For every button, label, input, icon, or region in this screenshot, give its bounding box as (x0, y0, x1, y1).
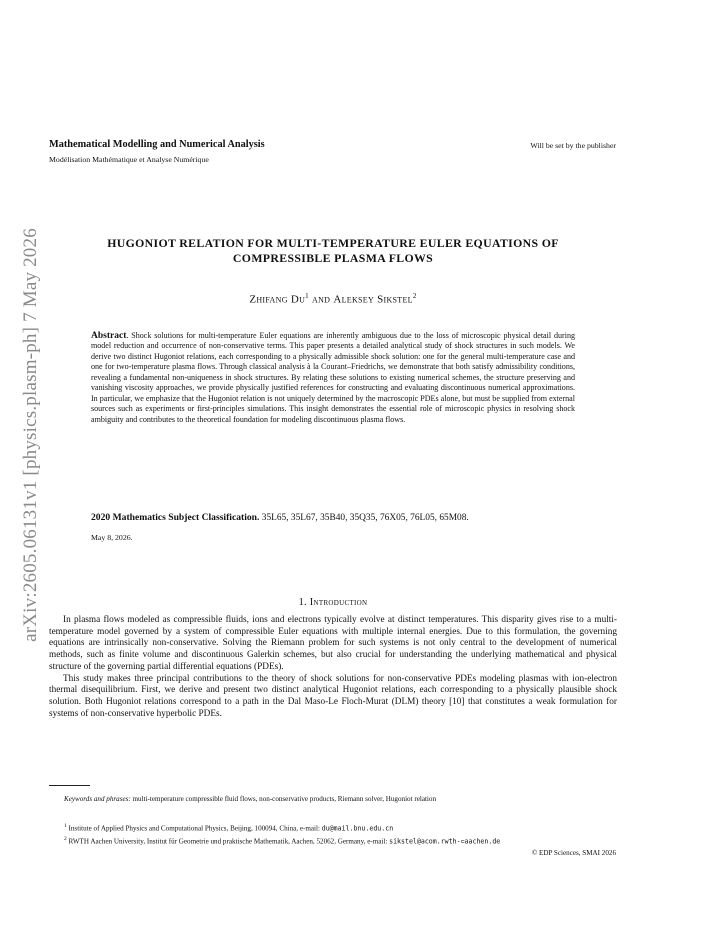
keywords (64, 795, 617, 804)
footnote-affiliation-1 (64, 823, 393, 832)
arxiv-sidebar-stamp (16, 205, 46, 665)
msc-codes: 35L65, 35L67, 35B40, 35Q35, 76X05, 76L05, 65M08. (259, 513, 469, 523)
author-name: Aleksey Sikstel (333, 293, 413, 306)
copyright-notice: © EDP Sciences, SMAI 2026 (531, 849, 616, 857)
footnote-text: Institute of Applied Physics and Computational Physics, Beijing, 100094, China, e-mail: (66, 824, 322, 833)
paper-title-line-2: COMPRESSIBLE PLASMA FLOWS (232, 251, 434, 265)
email-address: sikstel@acom.rwth-⊂aachen.de (389, 837, 501, 846)
section-title: Introduction (309, 597, 368, 608)
email-address: du@mail.bnu.edu.cn (321, 824, 394, 833)
paper-title-line-1: HUGONIOT RELATION FOR MULTI-TEMPERATURE EULER EQUATIONS OF (107, 236, 559, 250)
footnote-mark: 1 (64, 823, 67, 829)
keywords-label: Keywords and phrases: (64, 795, 131, 803)
arxiv-identifier: arXiv:2605.06131v1 [physics.plasm-ph] 7 May 2026 (20, 228, 41, 642)
journal-title: Mathematical Modelling and Numerical Analysis (49, 139, 265, 150)
paragraph: This study makes three principal contributions to the theory of shock solutions for non-conservative PDEs modeling plasmas with ion-electron thermal disequilibrium. First, we derive and present two distinct analytical Hugoniot relations, each corresponding to a physically plausible shock solution. Both Hugoniot relations correspond to a path in the Dal Maso-Le Floch-Murat (DLM) theory [10] that constitutes a weak formulation for systems of non-conservative hyperbolic PDEs. (49, 673, 617, 719)
paper-date: May 8, 2026. (91, 533, 133, 542)
footnote-text: RWTH Aachen University, Institut für Geometrie und praktische Mathematik, Aachen, 52062, Germany, e-mail: (66, 837, 390, 846)
section-heading (49, 597, 617, 608)
body-text (49, 615, 617, 720)
footnote-mark: 2 (64, 836, 67, 842)
paragraph: In plasma flows modeled as compressible fluids, ions and electrons typically evolve at distinct temperatures. This disparity gives rise to a multi-temperature model governed by a system of compressible Euler equations with multiple internal energies. Due to this formulation, the governing equations are intrinsically non-conservative. Solving the Riemann problem for such systems is not only central to the development of numerical methods, such as finite volume and discontinuous Galerkin schemes, but also crucial for understanding the underlying mathematical and physical structure of the governing partial differential equations (PDEs). (49, 615, 617, 672)
section-number: 1. (298, 597, 310, 608)
footnote-affiliation-2 (64, 836, 500, 845)
footnote-divider (49, 785, 90, 786)
abstract (91, 331, 575, 425)
publisher-note: Will be set by the publisher (530, 141, 616, 150)
journal-subtitle: Modélisation Mathématique et Analyse Numérique (49, 155, 209, 164)
msc-classification (91, 512, 621, 523)
author-affiliation-mark: 2 (412, 292, 417, 300)
msc-label: 2020 Mathematics Subject Classification. (91, 512, 260, 523)
author-affiliation-mark: 1 (305, 292, 309, 300)
author-name: Zhifang Du (249, 293, 306, 306)
abstract-text: . Shock solutions for multi-temperature Euler equations are inherently ambiguous due to the loss of microscopic physical detail during model reduction and occurrence of non-conservative terms. This paper presents a detailed analytical study of shock structures in such models. We derive two distinct Hugoniot relations, each corresponding to a physically admissible shock solution: one for the general multi-temperature case and one for two-temperature plasma flows. Through classical analysis à la Courant–Friedrichs, we demonstrate that both satisfy admissibility conditions, revealing a fundamental non-uniqueness in shock structures. By relating these solutions to existing numerical schemes, the structure preserving and vanishing viscosity approaches, we provide physically justified references for constructing and evaluating discontinuous numerical approximations. In particular, we emphasize that the Hugoniot relation is not uniquely determined by the macroscopic PDEs alone, but must be supplied from external sources such as experiments or first-principles simulations. This insight demonstrates the essential role of microscopic physics in resolving shock ambiguity and contributes to the theoretical foundation for modeling discontinuous plasma flows. (91, 331, 575, 424)
abstract-label: Abstract (91, 331, 127, 341)
author-conjunction: and (312, 293, 331, 306)
paper-title (49, 236, 617, 266)
keywords-text: multi-temperature compressible fluid flows, non-conservative products, Riemann solver, Hugoniot relation (130, 795, 436, 803)
author-list (49, 292, 617, 306)
